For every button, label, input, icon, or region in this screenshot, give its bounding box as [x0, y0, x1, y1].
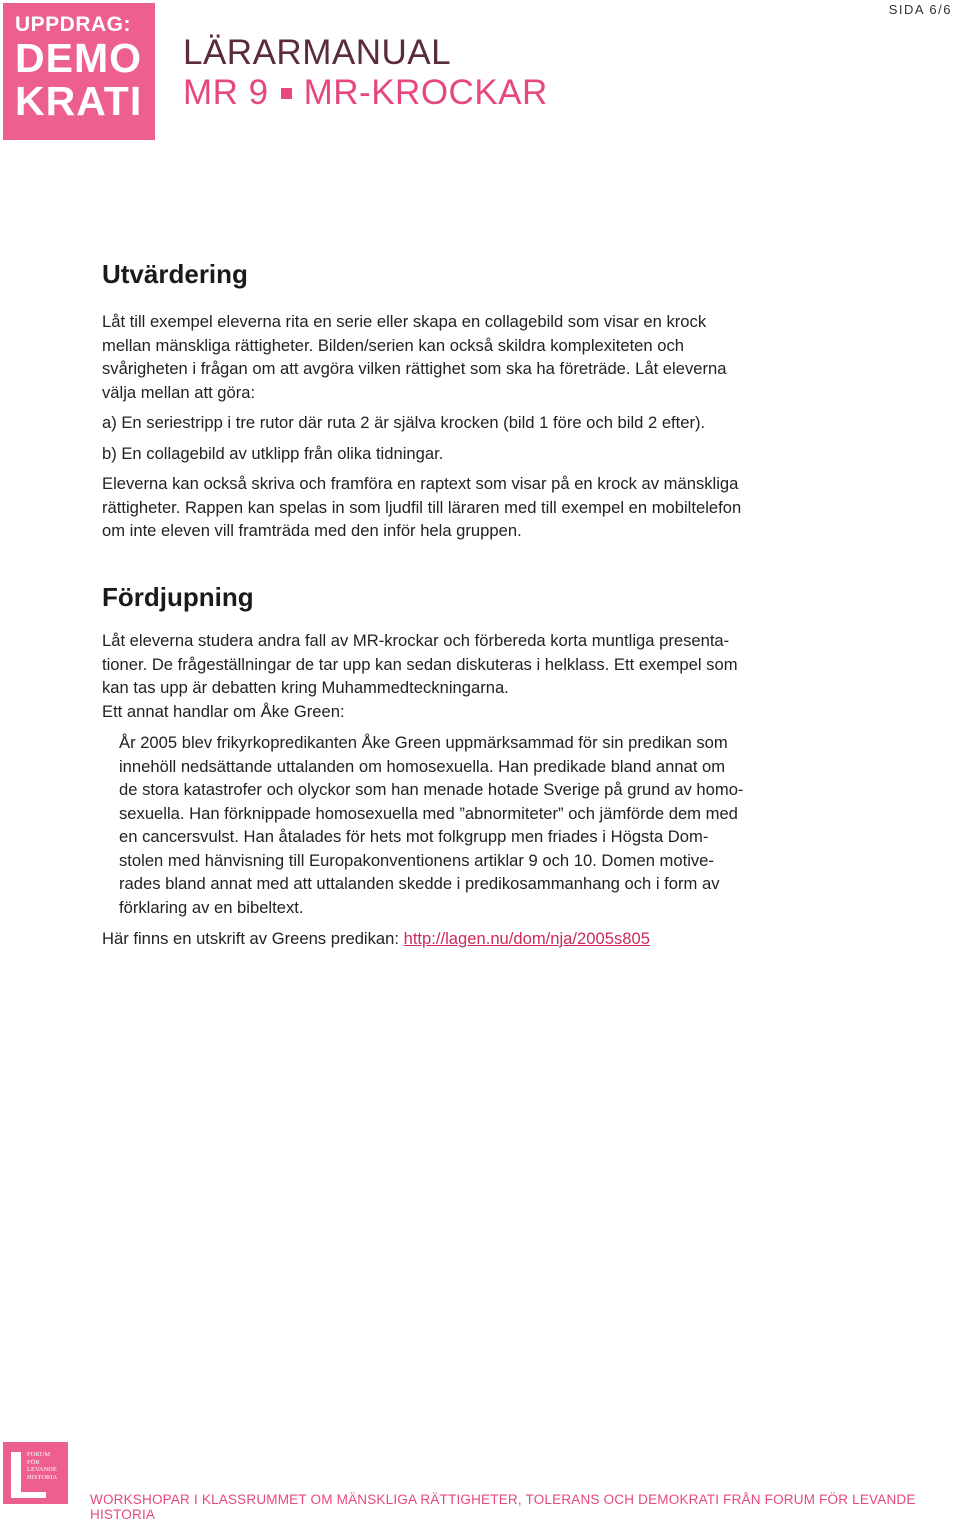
paragraph-line: svårigheten i frågan om att avgöra vilken rättighet som ska ha företräde. Låt eleverna: [102, 359, 727, 378]
logo-l-base-icon: [11, 1492, 46, 1498]
footer-logo-text: [27, 1451, 57, 1481]
paragraph-line: välja mellan att göra:: [102, 382, 256, 402]
option-a: a) En seriestripp i tre rutor där ruta 2 är själva krocken (bild 1 före och bild 2 efter).: [102, 413, 706, 432]
paragraph-line: tioner. De frågeställningar de tar upp kan sedan diskuteras i helklass. Ett exempel som: [102, 654, 738, 674]
quote-line: rades bland annat med att uttalanden skedde i predikosammanhang och i form av: [119, 874, 720, 893]
logo-word: LEVANDE: [27, 1466, 57, 1473]
greens-predikan-link[interactable]: http://lagen.nu/dom/nja/2005s805: [403, 929, 650, 948]
paragraph-line: kan tas upp är debatten kring Muhammedteckningarna.: [102, 678, 509, 697]
section-heading: Utvärdering: [102, 259, 248, 289]
quote-line: de stora katastrofer och olyckor som han menade hotade Sverige på grund av homo-: [119, 780, 744, 799]
forum-levande-historia-logo: [3, 1442, 68, 1504]
paragraph-line: Låt till exempel eleverna rita en serie eller skapa en collagebild som visar en krock: [102, 312, 707, 331]
link-paragraph: [102, 927, 832, 951]
link-prefix: Här finns en utskrift av Greens predikan:: [102, 929, 404, 948]
subtitle-topic: MR-KROCKAR: [303, 73, 548, 112]
section-fordjupning: [102, 581, 832, 951]
logo-l-shape-icon: [11, 1452, 21, 1492]
paragraph-line: Ett annat handlar om Åke Green:: [102, 701, 345, 721]
footer-text: WORKSHOPAR I KLASSRUMMET OM MÄNSKLIGA RÄTTIGHETER, TOLERANS OCH DEMOKRATI FRÅN FORUM FÖR LEVANDE HISTORIA: [90, 1492, 916, 1522]
paragraph-line: Låt eleverna studera andra fall av MR-krockar och förbereda korta muntliga presenta-: [102, 631, 730, 650]
quote-line: en cancersvulst. Han åtalades för hets mot folkgrupp men friades i Högsta Dom-: [119, 827, 709, 846]
logo-word: FORUM: [27, 1451, 51, 1458]
square-bullet-icon: [281, 88, 292, 99]
quote-line: förklaring av en bibeltext.: [119, 897, 304, 917]
logo-line-3: KRATI: [15, 78, 143, 124]
quote-block: [102, 731, 832, 919]
paragraph-line: om inte eleven vill framträda med den inför hela gruppen.: [102, 521, 522, 540]
logo-line-1: UPPDRAG:: [15, 13, 132, 36]
uppdrag-demokrati-logo: [3, 3, 155, 140]
quote-line: stolen med hänvisning till Europakonventionens artiklar 9 och 10. Domen motive-: [119, 850, 714, 870]
document-subtitle: [183, 73, 548, 113]
page-number: SIDA 6/6: [888, 2, 952, 17]
paragraph-line: rättigheter. Rappen kan spelas in som ljudfil till läraren med till exempel en mobiltelefon: [102, 497, 742, 517]
section-utvardering: [102, 258, 832, 543]
section-heading: Fördjupning: [102, 582, 254, 612]
logo-word: HISTORIA: [27, 1473, 58, 1481]
subtitle-module: MR 9: [183, 73, 269, 112]
logo-word: FÖR: [27, 1458, 40, 1466]
option-b: b) En collagebild av utklipp från olika tidningar.: [102, 443, 444, 463]
paragraph-line: Eleverna kan också skriva och framföra en raptext som visar på en krock av mänskliga: [102, 474, 739, 493]
document-title: LÄRARMANUAL: [183, 33, 452, 72]
quote-line: sexuella. Han förknippade homosexuella med ”abnormiteter” och jämförde dem med: [119, 803, 738, 823]
quote-line: År 2005 blev frikyrkopredikanten Åke Green uppmärksammad för sin predikan som: [119, 733, 728, 752]
paragraph-line: mellan mänskliga rättigheter. Bilden/serien kan också skildra komplexiteten och: [102, 335, 684, 355]
quote-line: innehöll nedsättande uttalanden om homosexuella. Han predikade bland annat om: [119, 756, 726, 776]
logo-line-2: DEMO: [15, 35, 142, 81]
